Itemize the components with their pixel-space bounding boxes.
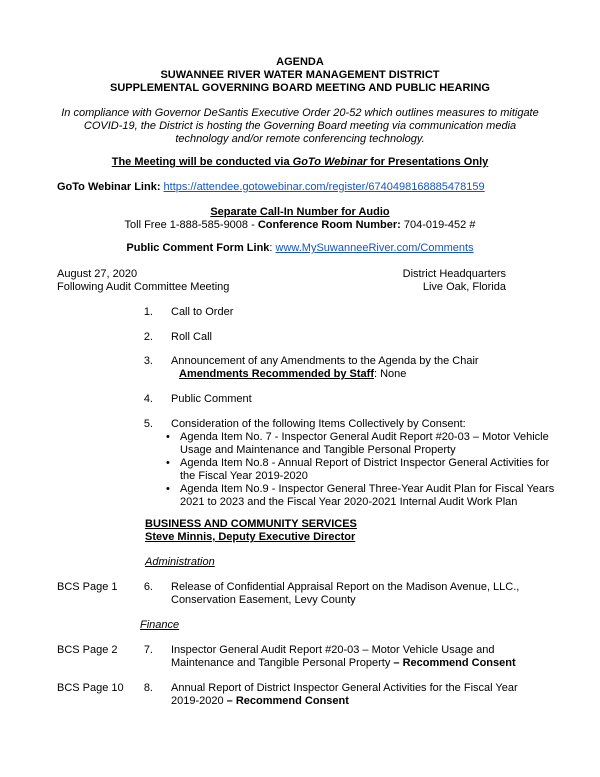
intro-paragraph: In compliance with Governor DeSantis Executive Order 20-52 which outlines measures to mitigate COVID-19, the District is hosting the Governing Board meeting via communication media technology and/or remote conferencing technology. xyxy=(61,107,539,145)
webinar-link[interactable]: https://attendee.gotowebinar.com/register/6740498168885478159 xyxy=(163,181,485,193)
item-6-number: 6. xyxy=(143,581,153,593)
item-4-number: 4. xyxy=(143,393,153,405)
item-2-text: Roll Call xyxy=(171,331,212,343)
item-5-text: Consideration of the following Items Collectively by Consent: xyxy=(171,418,466,430)
item-6-text: Release of Confidential Appraisal Report on the Madison Avenue, LLC., Conservation Easement, Levy County xyxy=(171,581,520,606)
callin-line xyxy=(0,219,600,232)
meeting-title: SUPPLEMENTAL GOVERNING BOARD MEETING AND PUBLIC HEARING xyxy=(110,82,490,94)
comment-link[interactable]: www.MySuwanneeRiver.com/Comments xyxy=(275,242,474,254)
meeting-note-prefix: The Meeting will be conducted via xyxy=(111,156,293,168)
meeting-note-suffix: for Presentations Only xyxy=(367,156,489,168)
room-number: 704-019-452 # xyxy=(400,219,476,231)
consent-bullet: • Agenda Item No.8 - Annual Report of District Inspector General Activities for the Fiscal Year 2019-2020 xyxy=(166,457,556,483)
consent-bullet: • Agenda Item No.9 - Inspector General Three-Year Audit Plan for Fiscal Years 2021 to 2023 and the Fiscal Year 2020-2021 Internal Audit Work Plan xyxy=(166,483,556,509)
callin-heading: Separate Call-In Number for Audio xyxy=(210,206,390,218)
webinar-label: GoTo Webinar Link: xyxy=(57,181,161,193)
item-7-page-ref: BCS Page 2 xyxy=(57,644,118,656)
item-3-number: 3. xyxy=(143,355,153,367)
location-line2: Live Oak, Florida xyxy=(422,281,506,293)
item-8-number: 8. xyxy=(143,682,153,694)
consent-bullet: • Agenda Item No. 7 - Inspector General Audit Report #20-03 – Motor Vehicle Usage and Maintenance and Tangible Personal Property xyxy=(166,431,556,457)
item-8-description: Annual Report of District Inspector General Activities for the Fiscal Year 2019-2020 xyxy=(171,682,518,707)
section-title: BUSINESS AND COMMUNITY SERVICES xyxy=(145,518,357,530)
item-4-text: Public Comment xyxy=(171,393,252,405)
item-7-text xyxy=(171,644,521,670)
comment-sep: : xyxy=(269,242,276,254)
item-8-page-ref: BCS Page 10 xyxy=(57,682,124,694)
item-3-text: Announcement of any Amendments to the Agenda by the Chair xyxy=(171,355,479,367)
amendments-label: Amendments Recommended by Staff xyxy=(179,368,374,380)
item-5-number: 5. xyxy=(143,418,153,430)
section-director: Steve Minnis, Deputy Executive Director xyxy=(145,531,356,543)
comment-line xyxy=(0,242,600,255)
meeting-after: Following Audit Committee Meeting xyxy=(57,281,230,293)
location-line1: District Headquarters xyxy=(402,268,506,280)
district-name: SUWANNEE RIVER WATER MANAGEMENT DISTRICT xyxy=(160,69,440,81)
meeting-date: August 27, 2020 xyxy=(57,268,138,280)
item-2-number: 2. xyxy=(143,331,153,343)
comment-label: Public Comment Form Link xyxy=(126,242,270,254)
webinar-line xyxy=(57,181,485,194)
subsection-finance: Finance xyxy=(140,619,180,631)
item-1-text: Call to Order xyxy=(171,306,234,318)
item-7-number: 7. xyxy=(143,644,153,656)
item-6-page-ref: BCS Page 1 xyxy=(57,581,118,593)
item-7-description: Inspector General Audit Report #20-03 – Motor Vehicle Usage and Maintenance and Tangible Personal Property xyxy=(171,644,495,669)
agenda-heading: AGENDA xyxy=(276,56,324,68)
item-1-number: 1. xyxy=(143,306,153,318)
item-8-action: – Recommend Consent xyxy=(223,695,349,707)
meeting-note-emph: GoTo Webinar xyxy=(292,156,368,168)
meeting-note xyxy=(0,156,600,169)
item-8-text xyxy=(171,682,521,708)
amendments-value: : None xyxy=(373,368,407,380)
room-label: Conference Room Number: xyxy=(257,219,401,231)
subsection-administration: Administration xyxy=(145,556,215,568)
item-3-amendments xyxy=(179,368,406,381)
consent-bullets xyxy=(166,431,556,509)
item-7-action: – Recommend Consent xyxy=(390,657,516,669)
tollfree-number: Toll Free 1-888-585-9008 - xyxy=(124,219,258,231)
